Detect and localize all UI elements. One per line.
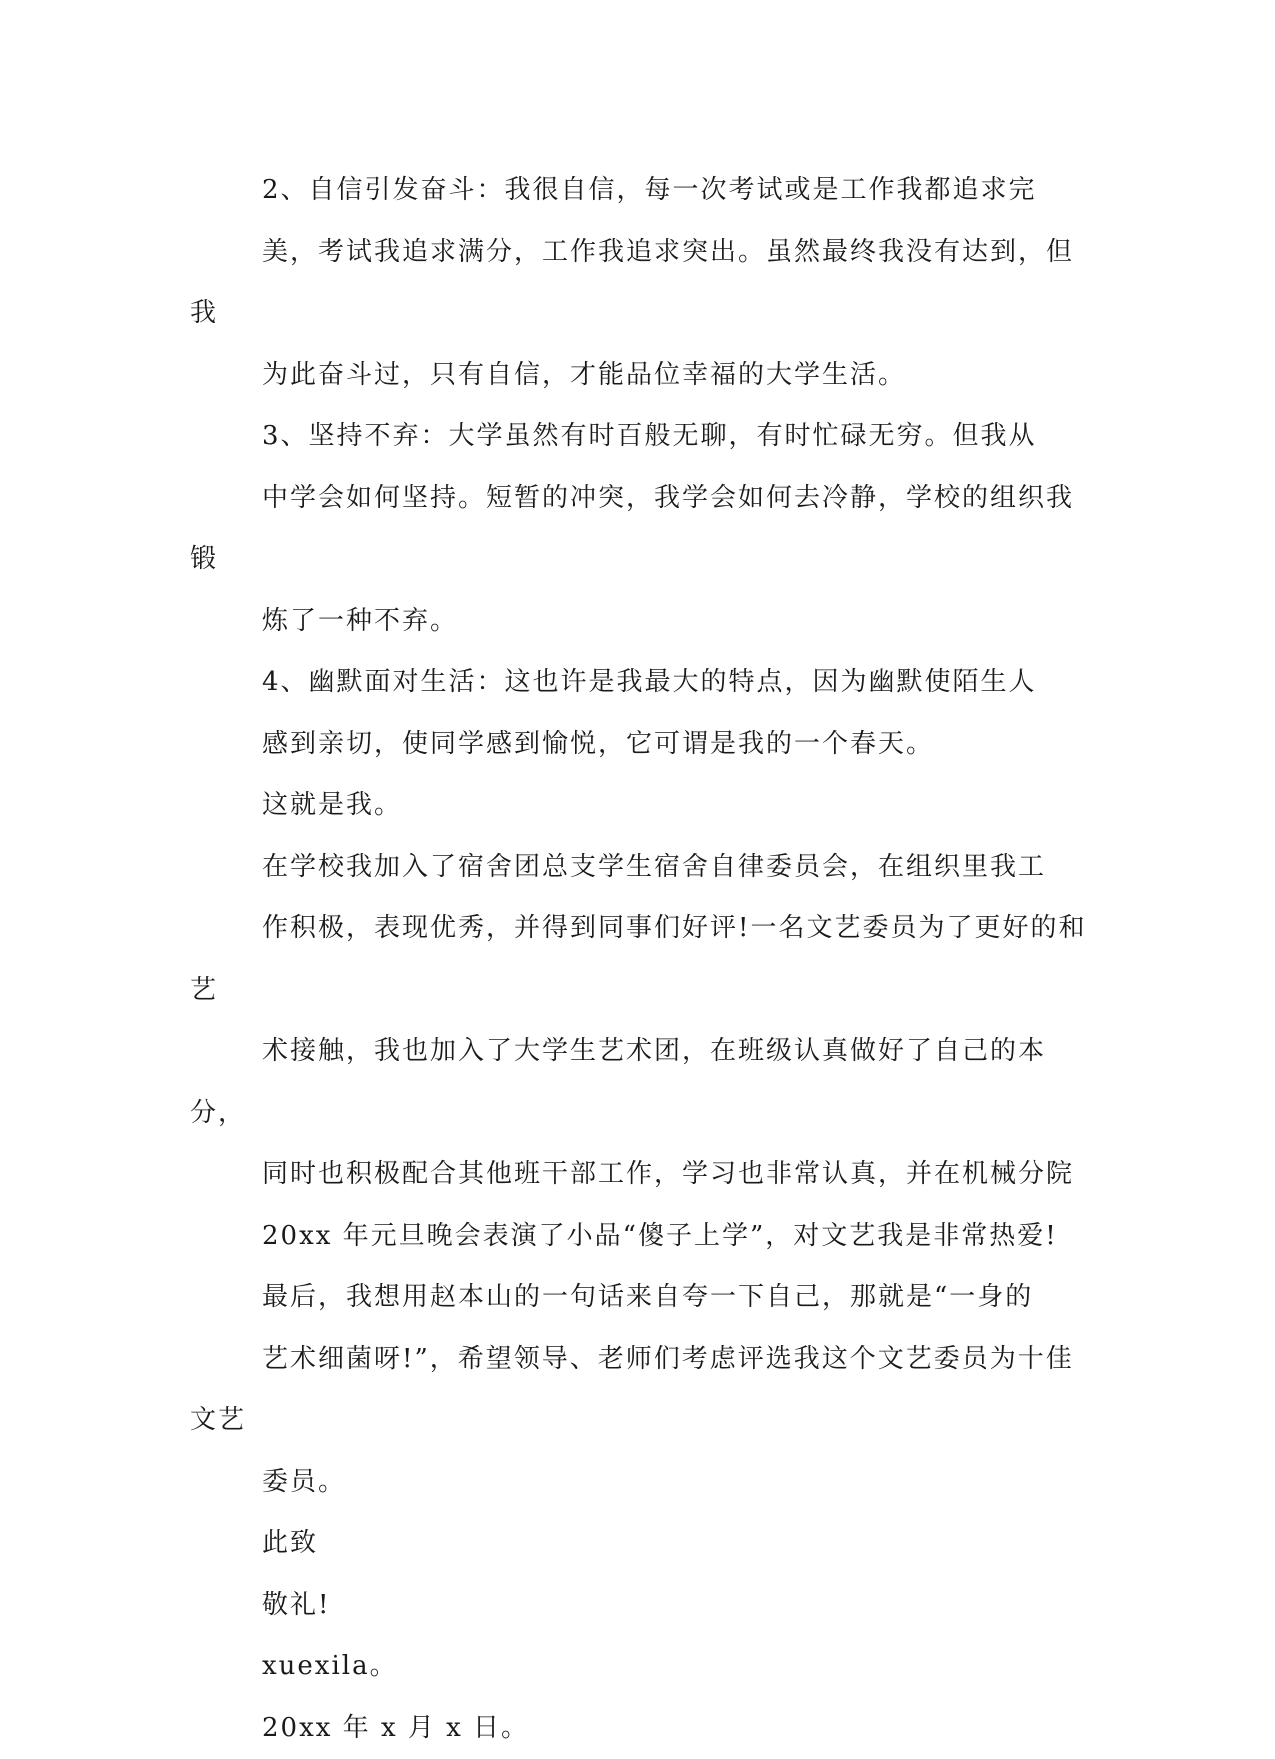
text-line: 3、坚持不弃：大学虽然有时百般无聊，有时忙碌无穷。但我从 (190, 406, 1090, 468)
text-line: 中学会如何坚持。短暂的冲突，我学会如何去冷静，学校的组织我锻 (190, 468, 1090, 591)
salutation-jingli (190, 1575, 1090, 1637)
date-line (190, 1698, 1090, 1759)
text-line: 此致 (190, 1513, 1090, 1575)
paragraph-humor (190, 652, 1090, 775)
text-line: 2、自信引发奋斗：我很自信，每一次考试或是工作我都追求完 (190, 160, 1090, 222)
document-body (190, 160, 1090, 1759)
salutation-cizhi (190, 1513, 1090, 1575)
text-line: 这就是我。 (190, 775, 1090, 837)
text-line: 艺术细菌呀!”，希望领导、老师们考虑评选我这个文艺委员为十佳文艺 (190, 1329, 1090, 1452)
text-line: 为此奋斗过，只有自信，才能品位幸福的大学生活。 (190, 345, 1090, 407)
paragraph-closing (190, 1267, 1090, 1513)
text-line: 委员。 (190, 1452, 1090, 1514)
text-line: 20xx 年 x 月 x 日。 (190, 1698, 1090, 1759)
text-line: 20xx 年元旦晚会表演了小品“傻子上学”，对文艺我是非常热爱! (190, 1206, 1090, 1268)
text-line: 术接触，我也加入了大学生艺术团，在班级认真做好了自己的本分， (190, 1021, 1090, 1144)
text-line: 最后，我想用赵本山的一句话来自夸一下自己，那就是“一身的 (190, 1267, 1090, 1329)
paragraph-persistence (190, 406, 1090, 652)
text-line: 同时也积极配合其他班干部工作，学习也非常认真，并在机械分院 (190, 1144, 1090, 1206)
text-line: 4、幽默面对生活：这也许是我最大的特点，因为幽默使陌生人 (190, 652, 1090, 714)
text-line: 美，考试我追求满分，工作我追求突出。虽然最终我没有达到，但我 (190, 222, 1090, 345)
paragraph-confidence (190, 160, 1090, 406)
paragraph-this-is-me (190, 775, 1090, 837)
text-line: 在学校我加入了宿舍团总支学生宿舍自律委员会，在组织里我工 (190, 837, 1090, 899)
signature (190, 1636, 1090, 1698)
text-line: 炼了一种不弃。 (190, 591, 1090, 653)
text-line: 敬礼! (190, 1575, 1090, 1637)
text-line: xuexila。 (190, 1636, 1090, 1698)
text-line: 感到亲切，使同学感到愉悦，它可谓是我的一个春天。 (190, 714, 1090, 776)
paragraph-school-activities (190, 837, 1090, 1268)
text-line: 作积极，表现优秀，并得到同事们好评!一名文艺委员为了更好的和艺 (190, 898, 1090, 1021)
